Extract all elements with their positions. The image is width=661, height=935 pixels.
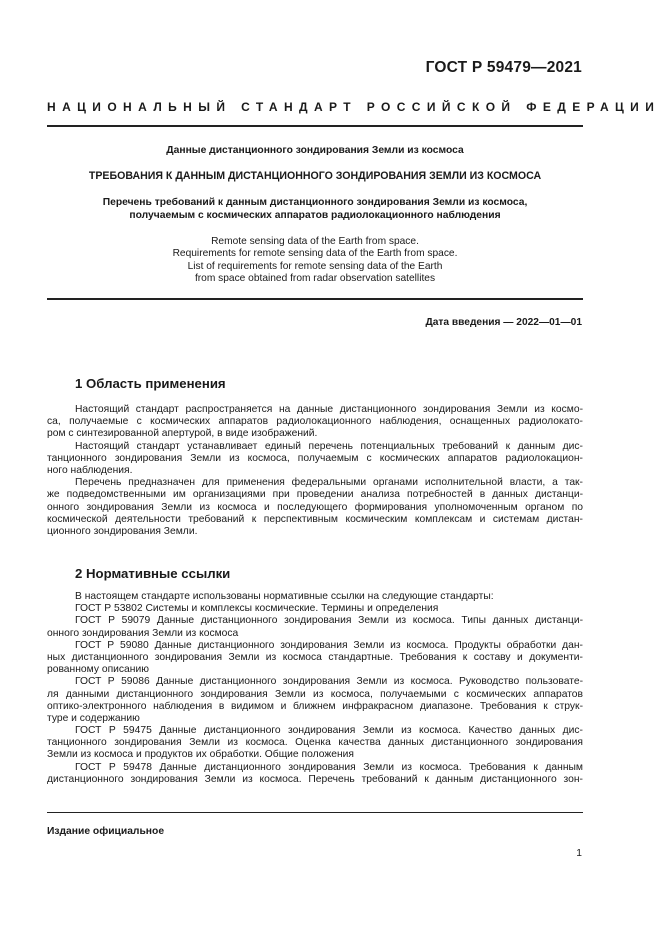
gost-number: ГОСТ Р 59479—2021 bbox=[425, 59, 582, 76]
text-line: онного зондирования Земли из космоса bbox=[47, 627, 239, 639]
english-title-line: List of requirements for remote sensing data of the Earth bbox=[187, 260, 443, 272]
text-line: ного наблюдения. bbox=[47, 464, 133, 476]
section-2-heading: 2 Нормативные ссылки bbox=[75, 566, 231, 581]
english-title bbox=[47, 236, 583, 285]
text-line: космической деятельности требований к перспективным космическим комплексам и системам дистан- bbox=[47, 513, 583, 525]
title-block-divider bbox=[47, 298, 583, 300]
top-divider bbox=[47, 125, 583, 127]
section-1-heading: 1 Область применения bbox=[75, 376, 226, 391]
text-line: ГОСТ Р 59079 Данные дистанционного зондирования Земли из космоса. Типы данных дистанци- bbox=[75, 615, 583, 627]
english-title-line: from space obtained from radar observation satellites bbox=[194, 272, 436, 284]
text-line: ГОСТ Р 59475 Данные дистанционного зондирования Земли из космоса. Качество данных дис- bbox=[75, 725, 583, 737]
text-line: Настоящий стандарт распространяется на данные дистанционного зондирования Земли из космо- bbox=[75, 404, 583, 415]
text-line: ГОСТ Р 59478 Данные дистанционного зондирования Земли из космоса. Требования к данным bbox=[75, 761, 583, 773]
document-part-title bbox=[47, 197, 583, 222]
text-line: са, получаемые с космических аппаратов радиолокационного наблюдения, оснащенных радиолокато- bbox=[47, 416, 583, 428]
section-2-body bbox=[47, 591, 583, 786]
footer-divider bbox=[47, 812, 583, 813]
english-title-line: Remote sensing data of the Earth from space. bbox=[211, 236, 419, 247]
national-standard-heading: НАЦИОНАЛЬНЫЙ СТАНДАРТ РОССИЙСКОЙ ФЕДЕРАЦИИ bbox=[47, 100, 661, 114]
text-line: рованному описанию bbox=[47, 664, 149, 676]
text-line: ГОСТ Р 59080 Данные дистанционного зондирования Земли из космоса. Продукты обработки дан- bbox=[75, 639, 583, 651]
text-line: ных дистанционного зондирования Земли из космоса стандартные. Требования к составу и документи- bbox=[47, 651, 583, 663]
text-line: ГОСТ Р 59086 Данные дистанционного зондирования Земли из космоса. Руководство пользовате- bbox=[75, 676, 583, 688]
text-line: туре и содержанию bbox=[47, 712, 140, 724]
introduction-date: Дата введения — 2022—01—01 bbox=[425, 317, 582, 328]
text-line: дистанционного зондирования Земли из космоса. Перечень требований к данным дистанционного зон- bbox=[47, 773, 583, 785]
text-line: же подведомственными им организациями при проведении анализа потребностей в данных дистанци- bbox=[47, 489, 583, 501]
official-edition-label: Издание официальное bbox=[47, 826, 165, 837]
text-line: ГОСТ Р 53802 Системы и комплексы космические. Термины и определения bbox=[75, 603, 439, 615]
text-line: танционного зондирования Земли из космоса, получаемым с космических аппаратов радиолокацион- bbox=[47, 452, 583, 464]
text-line: ром с синтезированной апертурой, в виде изображений. bbox=[47, 428, 318, 440]
text-line: танционного зондирования Земли из космоса. Оценка качества данных дистанционного зондирования bbox=[47, 737, 583, 749]
text-line: ля данными дистанционного зондирования Земли из космоса, получаемыми с космических аппаратов bbox=[47, 688, 583, 700]
document-subtitle: Данные дистанционного зондирования Земли из космоса bbox=[166, 145, 464, 156]
section-1-body bbox=[47, 404, 583, 538]
text-line: оптико-электронного наблюдения в видимом и ближнем инфракрасном диапазоне. Требования к струк- bbox=[47, 700, 583, 712]
text-line: В настоящем стандарте использованы нормативные ссылки на следующие стандарты: bbox=[75, 591, 494, 602]
text-line: онного зондирования Земли из космоса и последующего формирования уполномоченным органом по bbox=[47, 501, 583, 513]
text-line: ционного зондирования Земли. bbox=[47, 525, 198, 537]
text-line: Перечень предназначен для применения федеральными органами исполнительной власти, а так- bbox=[75, 477, 583, 489]
part-title-line: Перечень требований к данным дистанционного зондирования Земли из космоса, bbox=[102, 197, 528, 208]
page-number: 1 bbox=[576, 848, 582, 859]
text-line: Настоящий стандарт устанавливает единый перечень потенциальных требований к данным дис- bbox=[75, 440, 583, 452]
english-title-line: Requirements for remote sensing data of the Earth from space. bbox=[172, 248, 458, 260]
text-line: Земли из космоса и продуктов их обработки. Общие положения bbox=[47, 749, 354, 761]
part-title-line: получаемым с космических аппаратов радиолокационного наблюдения bbox=[129, 209, 501, 221]
document-title: ТРЕБОВАНИЯ К ДАННЫМ ДИСТАНЦИОННОГО ЗОНДИРОВАНИЯ ЗЕМЛИ ИЗ КОСМОСА bbox=[88, 170, 542, 182]
